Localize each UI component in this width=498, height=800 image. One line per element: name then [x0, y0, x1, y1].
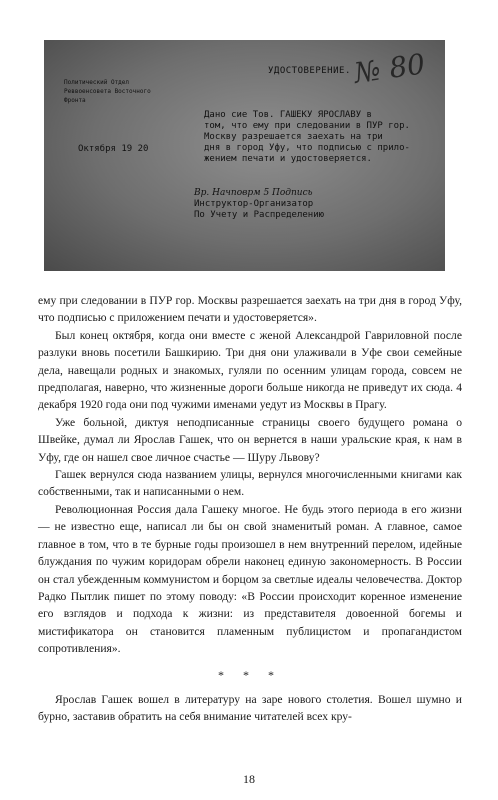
signature-line: Вр. Начповрм 5 Подпись — [194, 188, 313, 198]
paragraph: Революционная Россия дала Гашеку многое. Не будь этого периода в его жизни — не известно еще, написал ли бы он свой знаменитый роман. А главное, самое главное в том, что в те бурные годы произошел в нем внутренний перелом, идейные блуждания по чужим коридорам обрели наконец единую закономерность. В России он стал убежденным коммунистом и борцом за светлые идеалы человечества. Доктор Радко Пытлик пишет по этому поводу: «В России происходит коренное изменение его взглядов и подхода к жизни: из представителя довоенной богемы и мистификатора он становится пламенным публицистом и пропагандистом сопротивления». — [38, 502, 462, 656]
paragraph: ему при следовании в ПУР гор. Москвы разрешается заехать на три дня в город Уфу, что подписью с приложением печати и удостоверяется». — [38, 294, 462, 325]
handwritten-number: № 80 — [352, 47, 427, 90]
certificate-line: том, что ему при следовании в ПУР гор. — [204, 121, 410, 131]
paragraph: Уже больной, диктуя неподписанные страницы своего будущего романа о Швейке, думал ли Ярослав Гашек, что он вернется в наши уральские края, к нам в Уфу, где он нашел свое личное счастье — Шуру Львову? — [38, 415, 462, 464]
certificate-line: Дано сие Тов. ГАШЕКУ ЯРОСЛАВУ в — [204, 110, 372, 120]
certificate-document — [54, 48, 435, 259]
organization-stamp — [64, 78, 154, 105]
paragraph: Ярослав Гашек вошел в литературу на заре нового столетия. Вошел шумно и бурно, заставив обратить на себя внимание читателей всех кру- — [38, 692, 462, 724]
certificate-header: УДОСТОВЕРЕНИЕ. — [268, 66, 351, 76]
page-text — [38, 292, 462, 726]
paragraph: Гашек вернулся сюда названием улицы, вернулся многочисленными книгами как собственными, так и написанными о нем. — [38, 468, 462, 499]
certificate-line: жением печати и удостоверяется. — [204, 154, 372, 164]
org-line: Реввоенсовета Восточного Фронта — [64, 88, 151, 104]
certificate-signature — [194, 188, 324, 221]
certificate-date: Октября 19 20 — [78, 144, 149, 154]
paragraph: Был конец октября, когда они вместе с женой Александрой Гавриловной после разлуки вновь посетили Башкирию. Три дня они улаживали в Уфе свои семейные дела, навещали родных и знакомых, гуляли по осенним улицам города, совсем не предполагая, наверно, что жизненные дороги больше никогда не приведут их сюда. 4 декабря 1920 года они под чужими именами уедут из Москвы в Прагу. — [38, 328, 462, 412]
page-number: 18 — [243, 772, 255, 786]
certificate-photo — [44, 40, 445, 271]
signature-line: Инструктор-Организатор — [194, 199, 314, 209]
org-line: Политический Отдел — [64, 79, 130, 86]
certificate-line: Москву разрешается заехать на три — [204, 132, 383, 142]
certificate-body — [204, 110, 445, 165]
certificate-line: дня в город Уфу, что подписью с прило- — [204, 143, 410, 153]
signature-line: По Учету и Распределению — [194, 210, 325, 220]
section-separator: * * * — [218, 667, 282, 682]
